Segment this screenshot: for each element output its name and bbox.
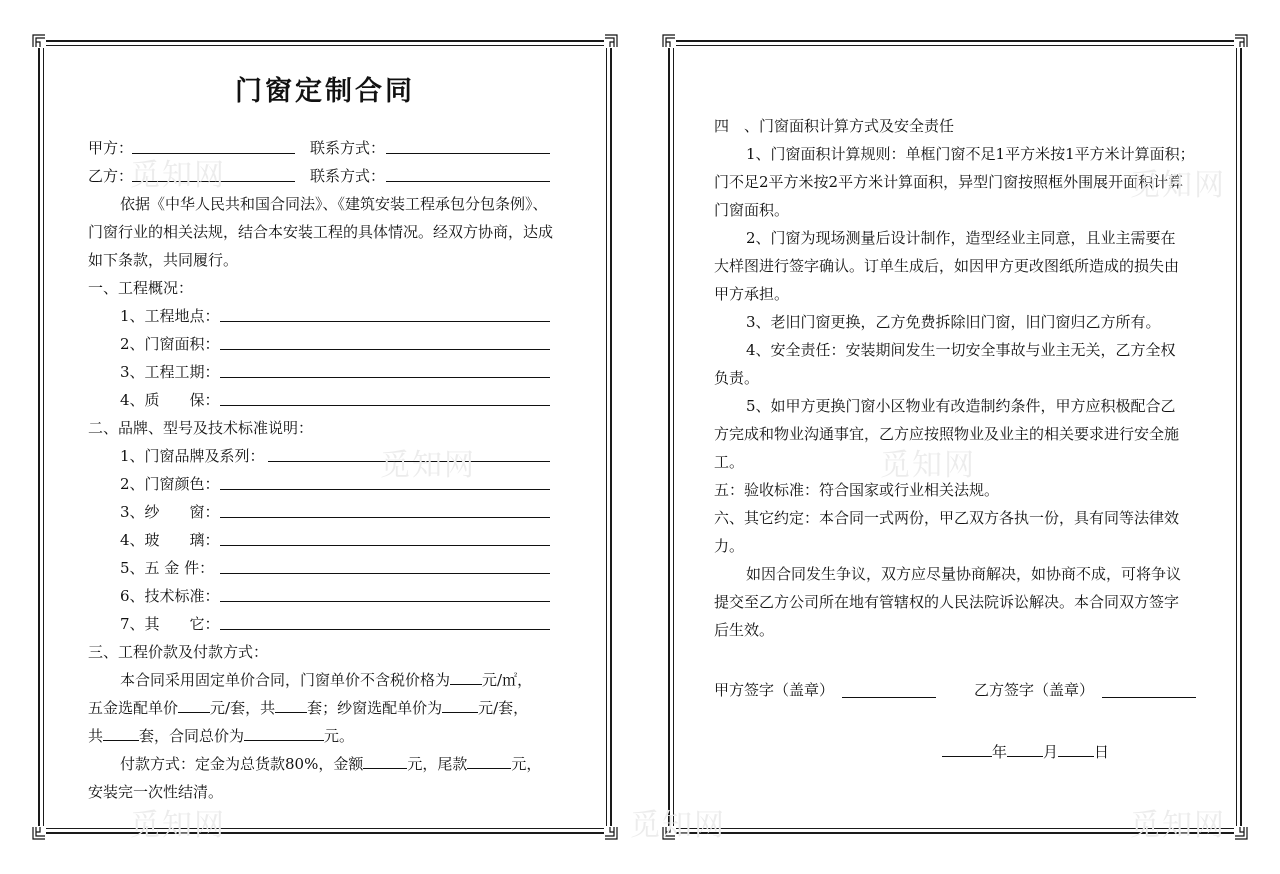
party-a-label: 甲方： (88, 139, 134, 157)
party-b-signature-field[interactable] (1102, 697, 1196, 698)
balance-amount-blank[interactable] (467, 754, 511, 769)
window-color-label: 2、门窗颜色： (120, 475, 220, 493)
price-text: 元/套， (478, 699, 529, 717)
date-year-blank[interactable] (942, 742, 992, 757)
party-a-contact-field[interactable] (386, 153, 550, 154)
project-location-field[interactable] (220, 321, 550, 322)
party-a-contact-label: 联系方式： (310, 139, 386, 157)
total-price-blank[interactable] (244, 726, 324, 741)
brand-series-field[interactable] (268, 461, 550, 462)
screen-window-field[interactable] (220, 517, 550, 518)
price-line-2 (88, 698, 528, 718)
date-year-label: 年 (992, 743, 1008, 761)
section-4-heading: 四 、门窗面积计算方式及安全责任 (714, 117, 955, 135)
section-6-line-2: 力。 (714, 537, 745, 555)
dispute-line-3: 后生效。 (714, 621, 775, 639)
section-1-heading: 一、工程概况： (88, 279, 194, 297)
party-a-signature-label: 甲方签字（盖章） (714, 681, 835, 699)
signing-date (942, 742, 1109, 762)
party-b-contact-field[interactable] (386, 181, 550, 182)
technical-standard-field[interactable] (220, 601, 550, 602)
hardware-sets-blank[interactable] (275, 698, 307, 713)
section-6-line-1: 六、其它约定：本合同一式两份，甲乙双方各执一份，具有同等法律效 (714, 509, 1180, 527)
glass-field[interactable] (220, 545, 550, 546)
window-area-label: 2、门窗面积： (120, 335, 220, 353)
watermark: 觅知网 (1130, 808, 1226, 843)
date-day-label: 日 (1094, 743, 1110, 761)
hardware-label: 5、五 金 件： (120, 559, 215, 577)
clause-5-line-1: 5、如甲方更换门窗小区物业有改造制约条件，甲方应积极配合乙 (746, 397, 1176, 415)
clause-1-line-2: 门不足2平方米按2平方米计算面积，异型门窗按照框外围展开面积计算 (714, 173, 1184, 191)
party-b-label: 乙方： (88, 167, 134, 185)
corner-ornament-icon (604, 34, 618, 48)
clause-4-line-1: 4、安全责任：安装期间发生一切安全事故与业主无关，乙方全权 (746, 341, 1176, 359)
construction-period-label: 3、工程工期： (120, 363, 220, 381)
glass-label: 4、玻 璃： (120, 531, 220, 549)
clause-5-line-2: 方完成和物业沟通事宜，乙方应按照物业及业主的相关要求进行安全施 (714, 425, 1180, 443)
price-line-3 (88, 726, 354, 746)
payment-line (120, 754, 541, 774)
clause-2-line-1: 2、门窗为现场测量后设计制作，造型经业主同意，且业主需要在 (746, 229, 1176, 247)
dispute-line-1: 如因合同发生争议，双方应尽量协商解决，如协商不成，可将争议 (746, 565, 1182, 583)
other-label: 7、其 它： (120, 615, 220, 633)
brand-series-label: 1、门窗品牌及系列： (120, 447, 265, 465)
section-3-heading: 三、工程价款及付款方式： (88, 643, 269, 661)
price-text: 套；纱窗选配单价为 (307, 699, 443, 717)
hardware-field[interactable] (220, 573, 550, 574)
watermark: 觅知网 (130, 158, 226, 193)
screen-sets-blank[interactable] (103, 726, 139, 741)
payment-line-2: 安装完一次性结清。 (88, 783, 224, 801)
date-month-blank[interactable] (1007, 742, 1043, 757)
price-text: 本合同采用固定单价合同，门窗单价不含税价格为 (120, 671, 451, 689)
unit-price-blank[interactable] (450, 670, 482, 685)
warranty-field[interactable] (220, 405, 550, 406)
watermark: 觅知网 (630, 808, 726, 843)
price-text: 元，尾款 (407, 755, 468, 773)
clause-1-line-3: 门窗面积。 (714, 201, 790, 219)
clause-4-line-2: 负责。 (714, 369, 760, 387)
price-text: 付款方式：定金为总货款80%，金额 (120, 755, 364, 773)
party-b-signature-label: 乙方签字（盖章） (974, 681, 1095, 699)
warranty-label: 4、质 保： (120, 391, 220, 409)
watermark: 觅知网 (380, 448, 476, 483)
watermark: 觅知网 (1130, 168, 1226, 203)
price-line-1 (120, 670, 532, 690)
watermark: 觅知网 (130, 808, 226, 843)
date-day-blank[interactable] (1058, 742, 1094, 757)
dispute-line-2: 提交至乙方公司所在地有管辖权的人民法院诉讼解决。本合同双方签字 (714, 593, 1180, 611)
contract-page-right (668, 40, 1242, 834)
corner-ornament-icon (1234, 34, 1248, 48)
construction-period-field[interactable] (220, 377, 550, 378)
clause-1-line-1: 1、门窗面积计算规则：单框门窗不足1平方米按1平方米计算面积； (746, 145, 1195, 163)
corner-ornament-icon (662, 826, 676, 840)
date-month-label: 月 (1043, 743, 1059, 761)
price-text: 元。 (324, 727, 355, 745)
window-color-field[interactable] (220, 489, 550, 490)
watermark: 觅知网 (880, 448, 976, 483)
corner-ornament-icon (1234, 826, 1248, 840)
hardware-price-blank[interactable] (178, 698, 210, 713)
corner-ornament-icon (32, 34, 46, 48)
page-title: 门窗定制合同 (235, 76, 415, 107)
price-text: 元/套，共 (210, 699, 276, 717)
window-area-field[interactable] (220, 349, 550, 350)
deposit-amount-blank[interactable] (363, 754, 407, 769)
price-text: 套，合同总价为 (139, 727, 245, 745)
party-b-field[interactable] (132, 181, 295, 182)
project-location-label: 1、工程地点： (120, 307, 220, 325)
clause-5-line-3: 工。 (714, 453, 745, 471)
party-a-signature-field[interactable] (842, 697, 936, 698)
other-field[interactable] (220, 629, 550, 630)
corner-ornament-icon (32, 826, 46, 840)
section-5-heading: 五：验收标准：符合国家或行业相关法规。 (714, 481, 1000, 499)
technical-standard-label: 6、技术标准： (120, 587, 220, 605)
contract-page-left (38, 40, 612, 834)
price-text: 共 (88, 727, 104, 745)
corner-ornament-icon (604, 826, 618, 840)
price-text: 元/㎡， (482, 671, 533, 689)
intro-line-3: 如下条款，共同履行。 (88, 251, 239, 269)
price-text: 五金选配单价 (88, 699, 179, 717)
section-2-heading: 二、品牌、型号及技术标准说明： (88, 419, 314, 437)
clause-2-line-2: 大样图进行签字确认。订单生成后，如因甲方更改图纸所造成的损失由 (714, 257, 1180, 275)
screen-price-blank[interactable] (442, 698, 478, 713)
party-a-field[interactable] (132, 153, 295, 154)
clause-3-line-1: 3、老旧门窗更换，乙方免费拆除旧门窗，旧门窗归乙方所有。 (746, 313, 1161, 331)
clause-2-line-3: 甲方承担。 (714, 285, 790, 303)
intro-line-1: 依据《中华人民共和国合同法》、《建筑安装工程承包分包条例》、 (120, 195, 548, 213)
price-text: 元， (511, 755, 542, 773)
intro-line-2: 门窗行业的相关法规，结合本安装工程的具体情况。经双方协商，达成 (88, 223, 554, 241)
party-b-contact-label: 联系方式： (310, 167, 386, 185)
corner-ornament-icon (662, 34, 676, 48)
screen-window-label: 3、纱 窗： (120, 503, 220, 521)
